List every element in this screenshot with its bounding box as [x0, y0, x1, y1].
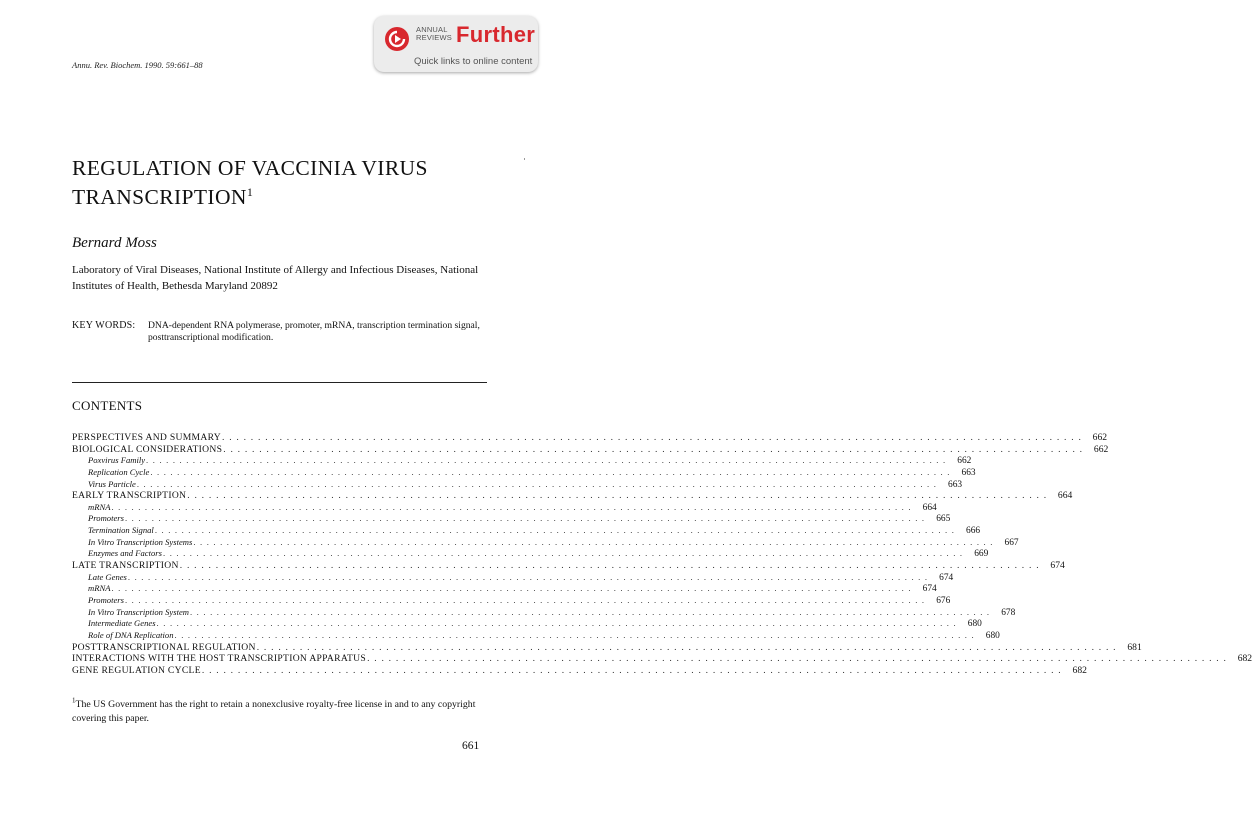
- title-footnote-marker: 1: [246, 184, 254, 199]
- toc-leader-dots: . . . . . . . . . . . . . . . . . . . . . . . . . . . . . . . . . . . . . . . . . . . . . . . . . . . . . . . . . . . . . . . . . . . . . . . . . . . . . . . . . . . . . . . . . . . . . . . . . . . . . . . . . . . . . . . . . . . . . . . .: [146, 455, 947, 466]
- toc-entry-page: 664: [1057, 490, 1073, 502]
- toc-entry-label: Enzymes and Factors: [88, 548, 162, 559]
- toc-entry-page: 680: [967, 619, 982, 630]
- toc-leader-dots: . . . . . . . . . . . . . . . . . . . . . . . . . . . . . . . . . . . . . . . . . . . . . . . . . . . . . . . . . . . . . . . . . . . . . . . . . . . . . . . . . . . . . . . . . . . . . . . . . . . . . . . . . . . . . . . . . . . . . . . .: [124, 594, 926, 605]
- toc-leader-dots: . . . . . . . . . . . . . . . . . . . . . . . . . . . . . . . . . . . . . . . . . . . . . . . . . . . . . . . . . . . . . . . . . . . . . . . . . . . . . . . . . . . . . . . . . . . . . . . . . . . . . . . . . . . . . . . . . . . . . . . .: [179, 560, 1040, 572]
- toc-entry[interactable]: [72, 571, 954, 584]
- toc-entry-label: EARLY TRANSCRIPTION: [72, 490, 187, 502]
- toc-entry[interactable]: [72, 629, 1000, 642]
- toc-entry-label: Replication Cycle: [88, 466, 150, 477]
- table-of-contents: [72, 432, 1252, 676]
- toc-entry[interactable]: [72, 606, 1016, 619]
- toc-leader-dots: . . . . . . . . . . . . . . . . . . . . . . . . . . . . . . . . . . . . . . . . . . . . . . . . . . . . . . . . . . . . . . . . . . . . . . . . . . . . . . . . . . . . . . . . . . . . . . . . . . . . . . . . . . . . . . . . . . . . . . . .: [367, 653, 1228, 665]
- toc-entry-label: Poxvirus Family: [88, 455, 146, 466]
- toc-leader-dots: . . . . . . . . . . . . . . . . . . . . . . . . . . . . . . . . . . . . . . . . . . . . . . . . . . . . . . . . . . . . . . . . . . . . . . . . . . . . . . . . . . . . . . . . . . . . . . . . . . . . . . . . . . . . . . . . . . . . . . . .: [193, 536, 994, 547]
- page-number: 661: [462, 740, 480, 752]
- toc-leader-dots: . . . . . . . . . . . . . . . . . . . . . . . . . . . . . . . . . . . . . . . . . . . . . . . . . . . . . . . . . . . . . . . . . . . . . . . . . . . . . . . . . . . . . . . . . . . . . . . . . . . . . . . . . . . . . . . . . . . . . . . .: [189, 606, 991, 617]
- toc-entry-page: 663: [961, 467, 976, 478]
- toc-entry-label: PERSPECTIVES AND SUMMARY: [72, 432, 222, 443]
- toc-entry-page: 674: [939, 572, 954, 583]
- toc-entry-label: Role of DNA Replication: [88, 629, 174, 640]
- author-affiliation: Laboratory of Viral Diseases, National Institute of Allergy and Infectious Diseases, National Institutes of Health, Bethesda Maryland 20892: [72, 264, 479, 292]
- annual-reviews-logo-icon: [384, 26, 410, 52]
- toc-entry-label: BIOLOGICAL CONSIDERATIONS: [72, 443, 223, 455]
- toc-leader-dots: . . . . . . . . . . . . . . . . . . . . . . . . . . . . . . . . . . . . . . . . . . . . . . . . . . . . . . . . . . . . . . . . . . . . . . . . . . . . . . . . . . . . . . . . . . . . . . . . . . . . . . . . . . . . . . . . . . . . . . . .: [154, 525, 956, 536]
- toc-entry-page: 662: [957, 456, 972, 467]
- toc-entry-page: 674: [922, 584, 937, 595]
- toc-leader-dots: . . . . . . . . . . . . . . . . . . . . . . . . . . . . . . . . . . . . . . . . . . . . . . . . . . . . . . . . . . . . . . . . . . . . . . . . . . . . . . . . . . . . . . . . . . . . . . . . . . . . . . . . . . . . . . . . . . . . . . . .: [187, 490, 1048, 502]
- toc-entry[interactable]: [72, 583, 937, 595]
- keywords-label: KEY WORDS:: [72, 320, 136, 331]
- toc-entry-label: mRNA: [88, 501, 111, 512]
- toc-entry-page: 680: [985, 630, 1000, 641]
- toc-entry-page: 667: [1004, 537, 1019, 548]
- toc-entry-page: 682: [1072, 664, 1087, 676]
- toc-entry[interactable]: [72, 664, 1087, 677]
- toc-entry-page: 663: [948, 479, 963, 490]
- further-links-banner[interactable]: [374, 16, 538, 72]
- toc-entry-page: 674: [1050, 560, 1065, 572]
- toc-entry-label: INTERACTIONS WITH THE HOST TRANSCRIPTION APPARATUS: [72, 653, 367, 665]
- journal-citation: Annu. Rev. Biochem. 1990. 59:661–88: [72, 60, 203, 70]
- toc-leader-dots: . . . . . . . . . . . . . . . . . . . . . . . . . . . . . . . . . . . . . . . . . . . . . . . . . . . . . . . . . . . . . . . . . . . . . . . . . . . . . . . . . . . . . . . . . . . . . . . . . . . . . . . . . . . . . . . . . . . . . . . .: [111, 583, 912, 594]
- toc-entry[interactable]: [72, 513, 951, 525]
- toc-entry-label: Intermediate Genes: [88, 618, 156, 629]
- toc-entry[interactable]: [72, 525, 981, 537]
- toc-leader-dots: . . . . . . . . . . . . . . . . . . . . . . . . . . . . . . . . . . . . . . . . . . . . . . . . . . . . . . . . . . . . . . . . . . . . . . . . . . . . . . . . . . . . . . . . . . . . . . . . . . . . . . . . . . . . . . . . . . . . . . . .: [156, 618, 957, 629]
- footnote-marker: 1: [72, 696, 76, 705]
- toc-entry[interactable]: [72, 641, 1142, 654]
- toc-entry[interactable]: [72, 594, 951, 607]
- toc-entry[interactable]: [72, 548, 989, 560]
- toc-entry-label: In Vitro Transcription System: [88, 606, 189, 617]
- toc-entry[interactable]: [72, 478, 963, 491]
- toc-entry-page: 664: [922, 502, 937, 513]
- article-title: [72, 154, 512, 212]
- toc-entry-label: POSTTRANSCRIPTIONAL REGULATION: [72, 641, 256, 653]
- toc-entry-label: GENE REGULATION CYCLE: [72, 664, 201, 676]
- toc-entry-page: 662: [1092, 432, 1108, 443]
- further-wordmark: Further: [456, 22, 536, 47]
- toc-leader-dots: . . . . . . . . . . . . . . . . . . . . . . . . . . . . . . . . . . . . . . . . . . . . . . . . . . . . . . . . . . . . . . . . . . . . . . . . . . . . . . . . . . . . . . . . . . . . . . . . . . . . . . . . . . . . . . . . . . . . . . . .: [150, 466, 951, 477]
- toc-entry[interactable]: [72, 653, 1252, 665]
- keywords-text: DNA-dependent RNA polymerase, promoter, mRNA, transcription termination signal, posttranscriptional modification.: [148, 320, 480, 343]
- toc-entry-label: Virus Particle: [88, 478, 136, 489]
- toc-leader-dots: . . . . . . . . . . . . . . . . . . . . . . . . . . . . . . . . . . . . . . . . . . . . . . . . . . . . . . . . . . . . . . . . . . . . . . . . . . . . . . . . . . . . . . . . . . . . . . . . . . . . . . . . . . . . . . . . . . . . . . . .: [127, 571, 929, 582]
- author-name: Bernard Moss: [72, 235, 157, 251]
- toc-entry[interactable]: [72, 455, 972, 467]
- toc-entry[interactable]: [72, 501, 937, 514]
- toc-entry-label: Termination Signal: [88, 525, 154, 536]
- toc-leader-dots: . . . . . . . . . . . . . . . . . . . . . . . . . . . . . . . . . . . . . . . . . . . . . . . . . . . . . . . . . . . . . . . . . . . . . . . . . . . . . . . . . . . . . . . . . . . . . . . . . . . . . . . . . . . . . . . . . . . . . . . .: [136, 478, 938, 489]
- toc-leader-dots: . . . . . . . . . . . . . . . . . . . . . . . . . . . . . . . . . . . . . . . . . . . . . . . . . . . . . . . . . . . . . . . . . . . . . . . . . . . . . . . . . . . . . . . . . . . . . . . . . . . . . . . . . . . . . . . . . . . . . . . .: [201, 664, 1062, 676]
- toc-entry-page: 666: [966, 526, 981, 537]
- toc-leader-dots: . . . . . . . . . . . . . . . . . . . . . . . . . . . . . . . . . . . . . . . . . . . . . . . . . . . . . . . . . . . . . . . . . . . . . . . . . . . . . . . . . . . . . . . . . . . . . . . . . . . . . . . . . . . . . . . . . . . . . . . .: [124, 513, 926, 524]
- toc-entry-page: 665: [936, 514, 951, 525]
- toc-entry-page: 669: [974, 549, 989, 560]
- toc-entry[interactable]: [72, 466, 976, 479]
- toc-entry[interactable]: [72, 432, 1108, 444]
- toc-leader-dots: . . . . . . . . . . . . . . . . . . . . . . . . . . . . . . . . . . . . . . . . . . . . . . . . . . . . . . . . . . . . . . . . . . . . . . . . . . . . . . . . . . . . . . . . . . . . . . . . . . . . . . . . . . . . . . . . . . . . . . . .: [111, 501, 912, 512]
- contents-heading: CONTENTS: [72, 398, 143, 413]
- further-tagline[interactable]: Quick links to online content: [414, 56, 533, 67]
- toc-entry-page: 662: [1093, 443, 1109, 455]
- toc-entry[interactable]: [72, 618, 982, 630]
- toc-entry-label: Late Genes: [88, 571, 127, 582]
- toc-entry[interactable]: [72, 490, 1073, 502]
- footnote-text: The US Government has the right to retain a nonexclusive royalty-free license in and to any copyright covering this paper.: [72, 699, 476, 724]
- toc-entry-page: 682: [1237, 653, 1252, 665]
- toc-entry-label: Promoters: [88, 513, 124, 524]
- toc-entry[interactable]: [72, 536, 1019, 549]
- annual-reviews-wordmark: ANNUAL REVIEWS: [416, 25, 452, 42]
- toc-leader-dots: . . . . . . . . . . . . . . . . . . . . . . . . . . . . . . . . . . . . . . . . . . . . . . . . . . . . . . . . . . . . . . . . . . . . . . . . . . . . . . . . . . . . . . . . . . . . . . . . . . . . . . . . . . . . . . . . . . . . . . . .: [223, 443, 1084, 455]
- toc-leader-dots: . . . . . . . . . . . . . . . . . . . . . . . . . . . . . . . . . . . . . . . . . . . . . . . . . . . . . . . . . . . . . . . . . . . . . . . . . . . . . . . . . . . . . . . . . . . . . . . . . . . . . . . . . . . . . . . . . . . . . . . .: [256, 641, 1117, 653]
- toc-entry-page: 681: [1127, 641, 1142, 653]
- toc-entry-label: Promoters: [88, 594, 124, 605]
- toc-leader-dots: . . . . . . . . . . . . . . . . . . . . . . . . . . . . . . . . . . . . . . . . . . . . . . . . . . . . . . . . . . . . . . . . . . . . . . . . . . . . . . . . . . . . . . . . . . . . . . . . . . . . . . . . . . . . . . . . . . . . . . . .: [163, 548, 964, 559]
- toc-entry[interactable]: [72, 560, 1065, 572]
- toc-entry[interactable]: [72, 443, 1109, 456]
- toc-leader-dots: . . . . . . . . . . . . . . . . . . . . . . . . . . . . . . . . . . . . . . . . . . . . . . . . . . . . . . . . . . . . . . . . . . . . . . . . . . . . . . . . . . . . . . . . . . . . . . . . . . . . . . . . . . . . . . . . . . . . . . . .: [222, 432, 1083, 443]
- toc-entry-label: In Vitro Transcription Systems: [88, 536, 193, 547]
- toc-entry-label: LATE TRANSCRIPTION: [72, 560, 179, 572]
- toc-entry-label: mRNA: [88, 583, 111, 594]
- toc-entry-page: 676: [936, 595, 951, 606]
- toc-leader-dots: . . . . . . . . . . . . . . . . . . . . . . . . . . . . . . . . . . . . . . . . . . . . . . . . . . . . . . . . . . . . . . . . . . . . . . . . . . . . . . . . . . . . . . . . . . . . . . . . . . . . . . . . . . . . . . . . . . . . . . . .: [174, 629, 975, 640]
- section-divider: [72, 382, 487, 383]
- article-title-text: REGULATION OF VACCINIA VIRUS TRANSCRIPTION: [72, 156, 428, 209]
- toc-entry-page: 678: [1001, 607, 1016, 618]
- scan-mark: [524, 158, 525, 160]
- footnote: [72, 698, 490, 726]
